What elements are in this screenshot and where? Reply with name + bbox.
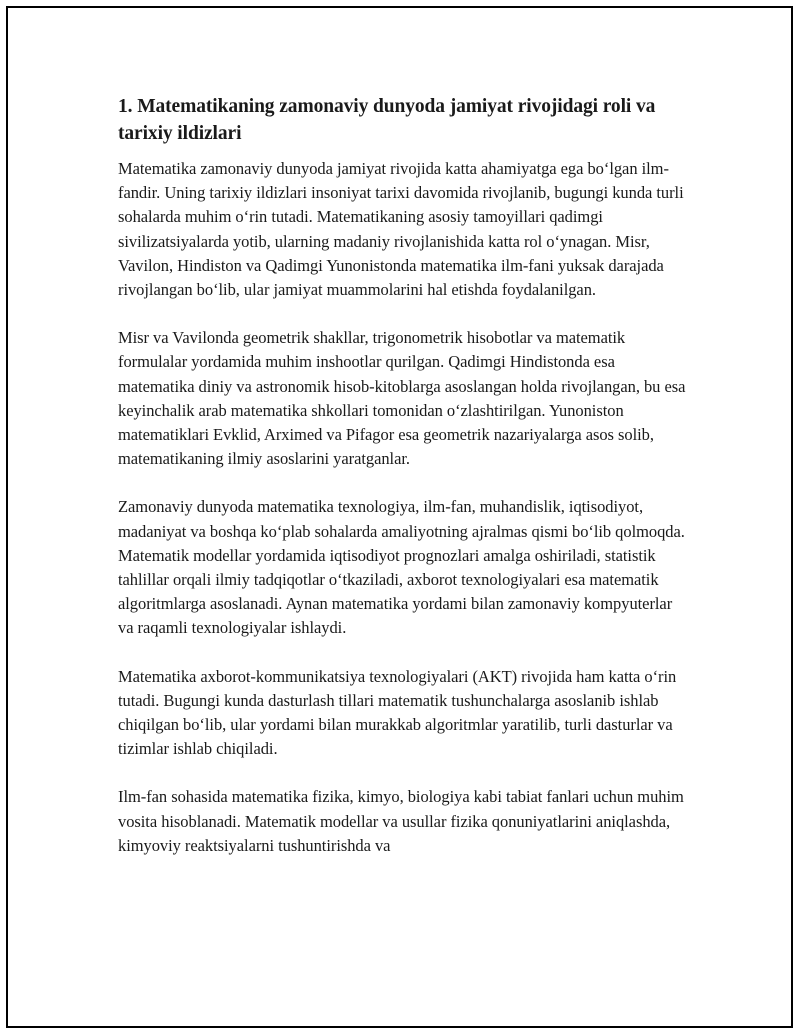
paragraph-1: Matematika zamonaviy dunyoda jamiyat rivojida katta ahamiyatga ega bo‘lgan ilm-fandir. Uning tarixiy ildizlari insoniyat tarixi davomida rivojlanib, bugungi kunda turli sohalarda muhim o‘rin tutadi. Matematikaning asosiy tamoyillari qadimgi sivilizatsiyalarda yotib, ularning madaniy rivojlanishida katta rol o‘ynagan. Misr, Vavilon, Hindiston va Qadimgi Yunonistonda matematika ilm-fani yuksak darajada rivojlangan bo‘lib, ular jamiyat muammolarini hal etishda foydalanilgan. bbox=[118, 159, 684, 300]
document-body bbox=[118, 93, 690, 882]
paragraph-5: Ilm-fan sohasida matematika fizika, kimyo, biologiya kabi tabiat fanlari uchun muhim vosita hisoblanadi. Matematik modellar va usullar fizika qonuniyatlarini aniqlashda, kimyoviy reaktsiyalarni tushuntirishda va bbox=[118, 787, 684, 855]
paragraph-3: Zamonaviy dunyoda matematika texnologiya, ilm-fan, muhandislik, iqtisodiyot, madaniyat va boshqa ko‘plab sohalarda amaliyotning ajralmas qismi bo‘lib qolmoqda. Matematik modellar yordamida iqtisodiyot prognozlari amalga oshiriladi, statistik tahlillar orqali ilmiy tadqiqotlar o‘tkaziladi, axborot texnologiyalari esa matematik algoritmlarga asoslanadi. Aynan matematika yordami bilan zamonaviy kompyuterlar va raqamli texnologiyalar ishlaydi. bbox=[118, 497, 685, 638]
paragraph-4: Matematika axborot-kommunikatsiya texnologiyalari (AKT) rivojida ham katta o‘rin tutadi. Bugungi kunda dasturlash tillari matematik tushunchalarga asoslanib ishlab chiqilgan bo‘lib, ular yordami bilan murakkab algoritmlar yaratilib, turli dasturlar va tizimlar ishlab chiqiladi. bbox=[118, 666, 677, 759]
section-heading: 1. Matematikaning zamonaviy dunyoda jamiyat rivojidagi roli va tarixiy ildizlari bbox=[118, 96, 656, 144]
paragraph-2: Misr va Vavilonda geometrik shakllar, trigonometrik hisobotlar va matematik formulalar yordamida muhim inshootlar qurilgan. Qadimgi Hindistonda esa matematika diniy va astronomik hisob-kitoblarga asoslangan holda rivojlangan, bu esa keyinchalik arab matematika shkollari tomonidan o‘zlashtirilgan. Yunoniston matematiklari Evklid, Arximed va Pifagor esa geometrik nazariyalarga asos solib, matematikaning ilmiy asoslarini yaratganlar. bbox=[118, 328, 686, 469]
